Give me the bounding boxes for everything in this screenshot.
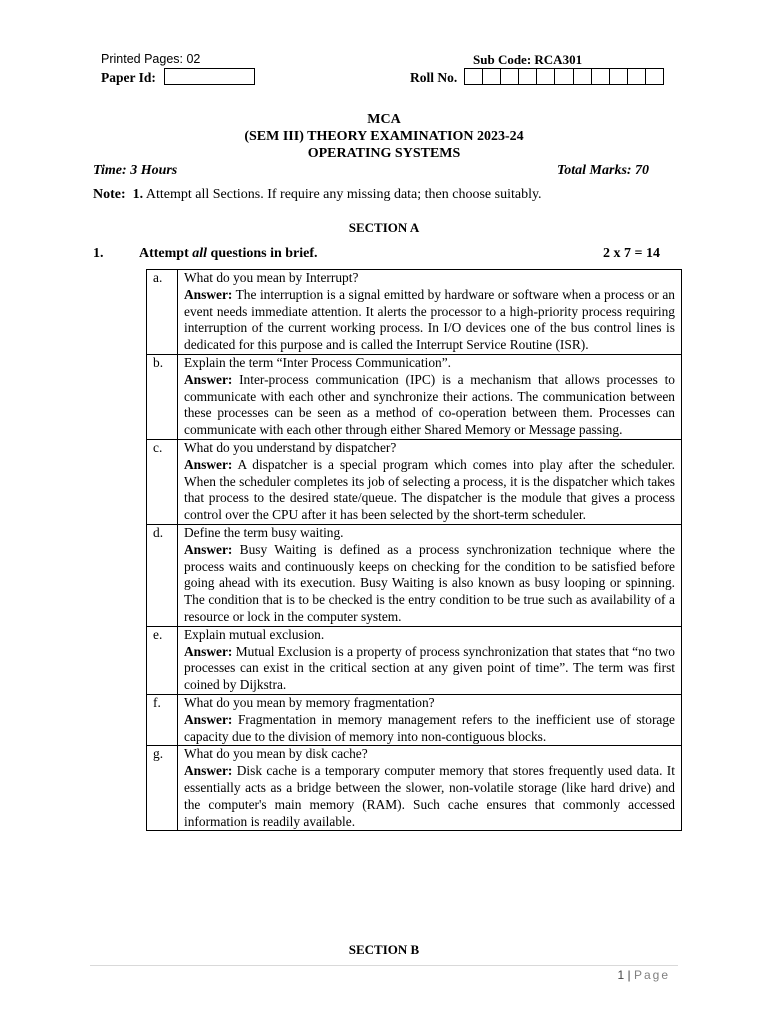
question-marks: 2 x 7 = 14 <box>603 246 660 261</box>
exam-time: Time: 3 Hours <box>93 163 178 178</box>
question-text: What do you mean by memory fragmentation? <box>184 694 435 710</box>
page-separator: | <box>627 968 631 982</box>
note <box>93 187 542 203</box>
answer-block <box>184 763 675 830</box>
question-text: Explain the term “Inter Process Communication”. <box>184 354 451 370</box>
answer-block <box>184 287 675 354</box>
answer-block <box>184 457 675 524</box>
roll-number-boxes <box>465 68 664 85</box>
roll-number-box <box>609 68 628 85</box>
question-text: What do you mean by Interrupt? <box>184 270 359 285</box>
question-instruction <box>139 246 318 262</box>
answer-block <box>184 712 675 746</box>
answer-block <box>184 644 675 694</box>
question-label: b. <box>147 354 178 439</box>
page-footer <box>617 968 670 982</box>
question-label: d. <box>147 524 178 626</box>
question-content <box>178 524 682 626</box>
question-text: Explain mutual exclusion. <box>184 626 325 642</box>
printed-pages: Printed Pages: 02 <box>101 52 201 66</box>
section-b-title: SECTION B <box>348 942 420 957</box>
exam-title: (SEM III) THEORY EXAMINATION 2023-24 <box>244 129 524 144</box>
question-label: e. <box>147 626 178 694</box>
note-label: Note: <box>93 187 126 202</box>
questions-table <box>146 269 682 831</box>
roll-number-box <box>500 68 519 85</box>
question-row <box>147 354 682 439</box>
answer-text: Busy Waiting is defined as a process synchronization technique where the process waits and continuously keeps on checking for the condition to be satisfied before going ahead with its execution. Busy Waiting is also known as busy looping or spinning. The condition that is to be checked is the entry condition to be true such as availability of a resource or lock in the computer system. <box>184 541 675 624</box>
roll-number-box <box>627 68 646 85</box>
roll-number-box <box>518 68 537 85</box>
total-marks: Total Marks: 70 <box>557 163 650 178</box>
paper-id-label: Paper Id: <box>101 70 156 85</box>
sub-code: Sub Code: RCA301 <box>473 52 583 67</box>
roll-number-box <box>591 68 610 85</box>
roll-number-box <box>536 68 555 85</box>
answer-label: Answer: <box>184 541 233 557</box>
answer-label: Answer: <box>184 763 233 779</box>
footer-divider <box>90 965 678 966</box>
instruction-post: questions in brief. <box>207 246 318 261</box>
answer-text: The interruption is a signal emitted by hardware or software when a process or an event needs immediate attention. It alerts the processor to a high-priority process requiring interruption of the current working process. In I/O devices one of the bus control lines is dedicated for this purpose and is called the Interrupt Service Routine (ISR). <box>184 286 675 353</box>
note-number: 1. <box>132 187 144 202</box>
question-content <box>178 626 682 694</box>
question-content <box>178 354 682 439</box>
answer-text: A dispatcher is a special program which comes into play after the scheduler. When the scheduler completes its job of selecting a process, it is the dispatcher which takes that process to the desired state/queue. The dispatcher is the module that gives a process control over the CPU after it has been selected by the short-term scheduler. <box>184 456 675 523</box>
course-name: MCA <box>367 112 401 127</box>
answer-text: Fragmentation in memory management refers to the inefficient use of storage capacity due to the division of memory into non-contiguous blocks. <box>184 711 675 744</box>
subject-name: OPERATING SYSTEMS <box>307 146 461 161</box>
answer-label: Answer: <box>184 711 233 727</box>
question-content <box>178 439 682 524</box>
question-row <box>147 694 682 745</box>
question-content <box>178 694 682 745</box>
roll-number-box <box>482 68 501 85</box>
paper-id-box <box>164 68 255 85</box>
roll-number-box <box>645 68 664 85</box>
question-row <box>147 270 682 355</box>
answer-block <box>184 542 675 626</box>
question-text: What do you mean by disk cache? <box>184 746 368 762</box>
instruction-pre: Attempt <box>139 246 193 261</box>
answer-text: Inter-process communication (IPC) is a mechanism that allows processes to communicate with each other and synchronize their actions. The communication between these processes can be seen as a method of co-operation between them. Processes can communicate with each other through either Shared Memory or Message passing. <box>184 371 675 438</box>
instruction-emphasis: all <box>192 246 208 261</box>
answer-text: Mutual Exclusion is a property of process synchronization that states that “no two processes can exist in the critical section at any given point of time”. The term was first coined by Dijkstra. <box>184 643 675 693</box>
question-number: 1. <box>93 246 104 261</box>
note-text: Attempt all Sections. If require any missing data; then choose suitably. <box>145 187 542 202</box>
question-label: f. <box>147 694 178 745</box>
section-a-title: SECTION A <box>348 220 420 235</box>
question-row <box>147 439 682 524</box>
answer-label: Answer: <box>184 456 233 472</box>
question-row <box>147 746 682 831</box>
roll-number-label: Roll No. <box>410 70 458 85</box>
question-text: Define the term busy waiting. <box>184 524 344 540</box>
answer-label: Answer: <box>184 371 233 387</box>
question-label: c. <box>147 439 178 524</box>
question-content <box>178 270 682 355</box>
question-row <box>147 626 682 694</box>
question-label: a. <box>147 270 178 355</box>
question-content <box>178 746 682 831</box>
question-text: What do you understand by dispatcher? <box>184 439 397 455</box>
answer-text: Disk cache is a temporary computer memory that stores frequently used data. It essentially acts as a bridge between the slower, non-volatile storage (like hard drive) and the computer's main memory (RAM). Such cache ensures that commonly accessed information is readily available. <box>184 763 675 829</box>
roll-number-box <box>554 68 573 85</box>
question-label: g. <box>147 746 178 831</box>
answer-block <box>184 372 675 439</box>
question-row <box>147 524 682 626</box>
roll-number-box <box>464 68 483 85</box>
page-number: 1 <box>617 968 625 982</box>
answer-label: Answer: <box>184 643 233 659</box>
roll-number-box <box>573 68 592 85</box>
page-word: Page <box>633 968 670 982</box>
answer-label: Answer: <box>184 286 233 302</box>
